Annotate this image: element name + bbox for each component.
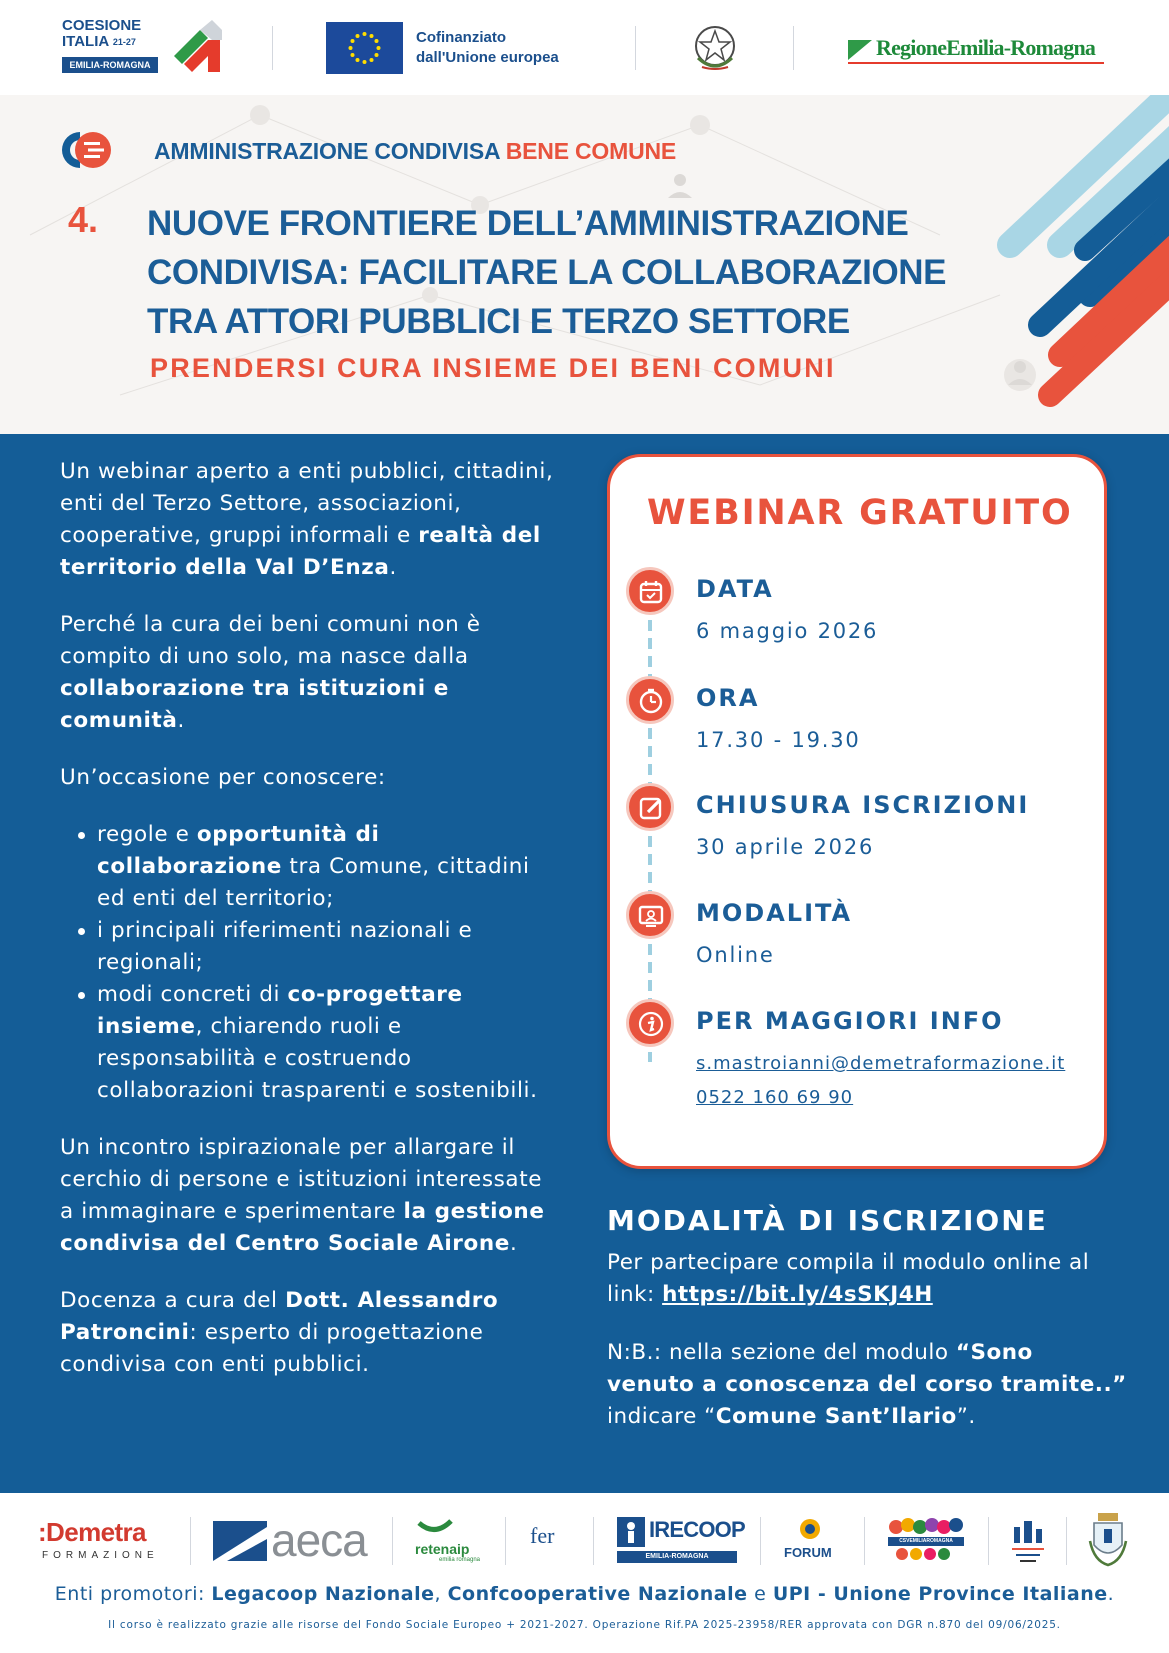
teacher-paragraph: Docenza a cura del Dott. Alessandro Patroncini: esperto di progettazione condivisa con enti pubblici. xyxy=(60,1288,499,1377)
logo-divider xyxy=(1066,1517,1067,1565)
retenaip-mark-icon xyxy=(415,1517,455,1541)
page-subtitle: PRENDERSI CURA INSIEME DEI BENI COMUNI xyxy=(150,353,836,383)
topics-section xyxy=(60,762,560,794)
logo-divider xyxy=(793,26,794,70)
regione-underline xyxy=(848,62,1104,64)
aeca-mark-icon xyxy=(213,1521,267,1561)
phone-link[interactable]: 0522 160 69 90 xyxy=(696,1087,854,1108)
coesione-arrow-icon xyxy=(174,20,222,76)
coesione-italia-logo xyxy=(62,18,222,78)
clock-icon xyxy=(626,676,674,724)
csv-dots-icon xyxy=(888,1517,964,1537)
demetra-logo: :Demetra FORMAZIONE xyxy=(38,1517,159,1561)
irecoop-logo: IRECOOP EMILIA-ROMAGNA xyxy=(617,1517,739,1567)
regione-name: RegioneEmilia-Romagna xyxy=(876,35,1096,60)
list-item: regole e opportunità di collaborazione tra Comune, cittadini ed enti del territorio; xyxy=(60,819,560,915)
promoters-line: Enti promotori: Legacoop Nazionale, Confcooperative Nazionale e UPI - Unione Province Italiane. xyxy=(54,1583,1115,1605)
logo-divider xyxy=(635,26,636,70)
logo-divider xyxy=(760,1517,761,1565)
coesione-region: EMILIA-ROMAGNA xyxy=(62,57,158,73)
edit-icon xyxy=(626,783,674,831)
logo-divider xyxy=(272,26,273,70)
contacts-label: PER MAGGIORI INFO xyxy=(696,1007,1004,1035)
hero-banner xyxy=(0,95,1169,434)
info-icon xyxy=(626,999,674,1047)
partner-logos-bar xyxy=(0,1493,1169,1653)
aeca-logo: aeca xyxy=(213,1517,373,1567)
deadline-label: CHIUSURA ISCRIZIONI xyxy=(696,791,1030,819)
topics-intro: Un’occasione per conoscere: xyxy=(60,765,386,790)
hero-kicker: AMMINISTRAZIONE CONDIVISA BENE COMUNE xyxy=(154,138,677,164)
registration-note: N:B.: nella sezione del modulo “Sono venuto a conoscenza del corso tramite..” indicare “Comune Sant’Ilario”. xyxy=(607,1340,1127,1429)
webinar-info-card xyxy=(607,454,1107,1169)
irecoop-mark-icon xyxy=(617,1517,645,1547)
logo-divider xyxy=(988,1517,989,1565)
description-column xyxy=(60,456,560,1406)
logo-divider xyxy=(505,1517,506,1565)
csv-emilia-romagna-logo: CSVEMILIAROMAGNA xyxy=(888,1517,968,1567)
date-value: 6 maggio 2026 xyxy=(696,619,879,643)
time-value: 17.30 - 19.30 xyxy=(696,728,861,752)
time-label: ORA xyxy=(696,684,760,712)
anci-towers-icon xyxy=(1010,1517,1046,1565)
top-logo-bar xyxy=(0,0,1169,95)
logo-divider xyxy=(392,1517,393,1565)
csv-dots-icon xyxy=(888,1547,964,1561)
logo-divider xyxy=(593,1517,594,1565)
municipality-crest-icon xyxy=(1086,1517,1130,1567)
eu-label: Cofinanziato dall'Unione europea xyxy=(416,29,559,66)
webinar-icon xyxy=(626,891,674,939)
deadline-value: 30 aprile 2026 xyxy=(696,835,875,859)
registration-paragraph: Per partecipare compila il modulo online al link: https://bit.ly/4sSKJ4H xyxy=(607,1250,1090,1307)
anci-emilia-romagna-logo xyxy=(1010,1517,1046,1567)
timeline-line xyxy=(648,602,652,1062)
funding-note: Il corso è realizzato grazie alle risorse del Fondo Sociale Europeo + 2021-2027. Operazione Rif.PA 2025-23958/RER approvata con DGR n.870 del 09/06/2025. xyxy=(108,1619,1061,1631)
registration-link[interactable]: https://bit.ly/4sSKJ4H xyxy=(662,1282,933,1307)
forum-terzo-settore-logo: FORUM xyxy=(784,1517,844,1567)
list-item: modi concreti di co-progettare insieme, chiarendo ruoli e responsabilità e costruendo collaborazioni trasparenti e sostenibili. xyxy=(60,979,560,1107)
purpose-paragraph: Perché la cura dei beni comuni non è compito di uno solo, ma nasce dalla collaborazione tra istituzioni e comunità. xyxy=(60,612,481,733)
email-link[interactable]: s.mastroianni@demetraformazione.it xyxy=(696,1053,1066,1074)
date-label: DATA xyxy=(696,575,774,603)
eu-flag-icon xyxy=(326,22,403,74)
logo-divider xyxy=(864,1517,865,1565)
list-item: i principali riferimenti nazionali e regionali; xyxy=(60,915,560,979)
logo-divider xyxy=(190,1517,191,1565)
registration-heading: MODALITÀ DI ISCRIZIONE xyxy=(607,1204,1048,1237)
page-title: NUOVE FRONTIERE DELL’AMMINISTRAZIONE CONDIVISA: FACILITARE LA COLLABORAZIONE TRA ATTORI PUBBLICI E TERZO SETTORE xyxy=(147,204,947,341)
card-title: WEBINAR GRATUITO xyxy=(647,493,1073,533)
intro-paragraph: Un webinar aperto a enti pubblici, cittadini, enti del Terzo Settore, associazioni, cooperative, gruppi informali e realtà del territorio della Val D’Enza. xyxy=(60,459,554,580)
registration-section xyxy=(607,1204,1127,1459)
coesione-line1: COESIONE xyxy=(62,17,142,34)
italian-republic-emblem-icon xyxy=(690,22,740,74)
main-content xyxy=(0,434,1169,1493)
topics-list xyxy=(60,819,560,1107)
mode-label: MODALITÀ xyxy=(696,899,853,927)
retenaip-logo: retenaip emilia romagna xyxy=(415,1517,485,1567)
forum-mark-icon xyxy=(790,1517,830,1543)
regione-emilia-romagna-logo xyxy=(848,32,1104,66)
fer-logo: fer xyxy=(530,1523,555,1548)
inspiration-paragraph: Un incontro ispirazionale per allargare il cerchio di persone e istituzioni interessate a immaginare e sperimentare la gestione condivisa del Centro Sociale Airone. xyxy=(60,1135,545,1256)
coesione-line2: ITALIA $^{21-27}$ xyxy=(62,33,136,50)
hero-kicker-accent: BENE COMUNE xyxy=(505,138,677,164)
module-number: 4. xyxy=(68,199,99,240)
eu-cofinanced-logo xyxy=(326,22,606,74)
calendar-icon xyxy=(626,567,674,615)
amministrazione-condivisa-icon xyxy=(62,132,118,168)
mode-value: Online xyxy=(696,943,775,967)
